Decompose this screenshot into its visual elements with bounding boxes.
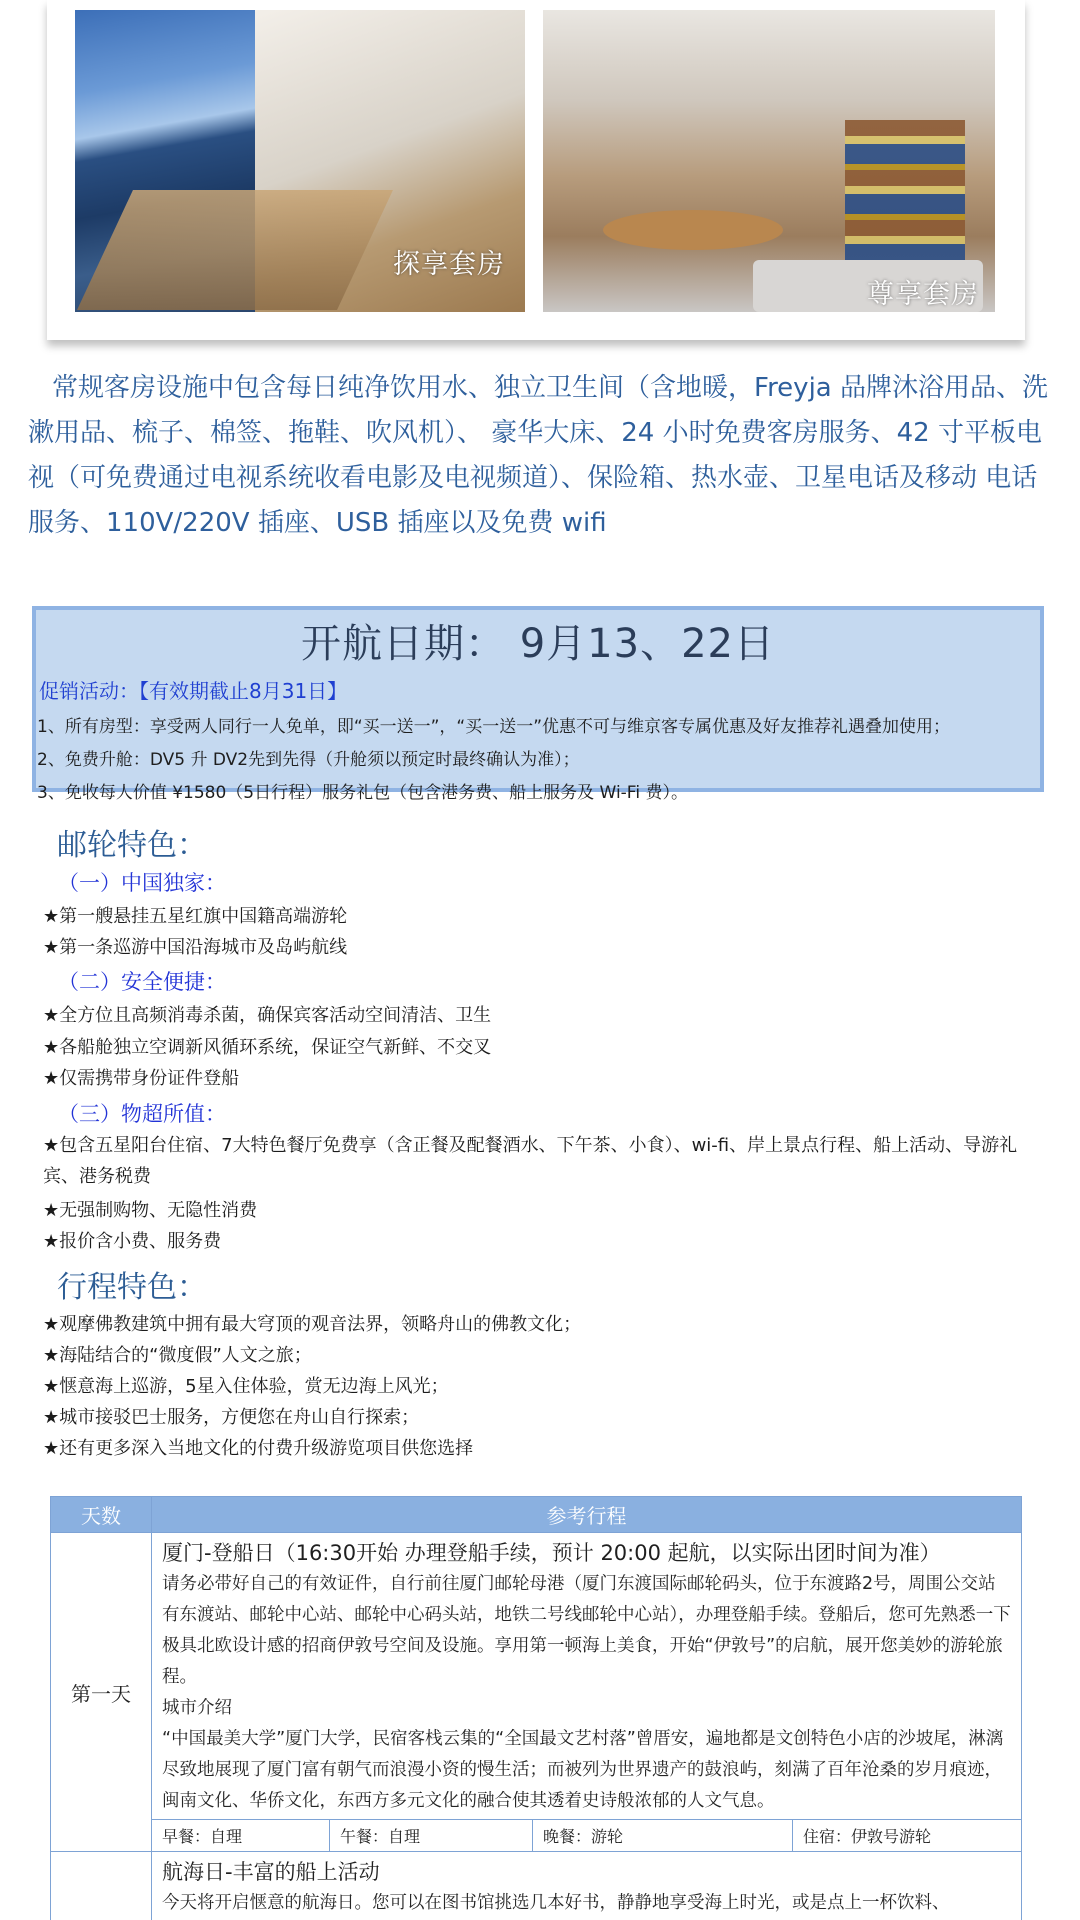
explorer-suite-caption: 探享套房	[393, 249, 505, 280]
cruise-features-title: 邮轮特色：	[57, 828, 207, 863]
feature-group-title: （一）中国独家：	[58, 871, 226, 895]
owner-suite-caption: 尊享套房	[867, 279, 979, 310]
plan-column-header: 参考行程	[152, 1497, 1022, 1533]
day-description: 请务必带好自己的有效证件，自行前往厦门邮轮母港（厦门东渡国际邮轮码头，位于东渡路2号，周围公交站有东渡站、邮轮中心站、邮轮中心码头站，地铁二号线邮轮中心站），办理登船手续。登船后，您可先熟悉一下极具北欧设计感的招商伊敦号空间及设施。享用第一顿海上美食，开始“伊敦号”的启航，展开您美妙的游轮旅程。	[162, 1574, 1011, 1687]
route-item: ★惬意海上巡游，5星入住体验，赏无边海上风光；	[43, 1376, 449, 1397]
route-item: ★海陆结合的“微度假”人文之旅；	[43, 1345, 312, 1366]
feature-item: ★第一条巡游中国沿海城市及岛屿航线	[43, 937, 348, 958]
feature-item: ★报价含小费、服务费	[43, 1231, 222, 1252]
day-description: 今天将开启惬意的航海日。您可以在图书馆挑选几本好书，静静地享受海上时光，或是点上一杯饮料、	[162, 1893, 950, 1913]
bookshelf	[845, 120, 965, 270]
sailing-dates-title: 开航日期： 9月13、22日	[301, 621, 775, 667]
plan-cell	[152, 1533, 1022, 1820]
plan-cell	[152, 1852, 1022, 1920]
route-item: ★还有更多深入当地文化的付费升级游览项目供您选择	[43, 1438, 474, 1459]
route-features-title: 行程特色：	[57, 1270, 207, 1305]
promo-line: 3、免收每人价值 ¥1580（5日行程）服务礼包（包含港务费、船上服务及 Wi-Fi 费）。	[37, 783, 688, 803]
owner-suite-photo	[543, 10, 995, 312]
feature-item: ★无强制购物、无隐性消费	[43, 1200, 258, 1221]
day-label	[51, 1852, 152, 1920]
breakfast-cell: 早餐：自理	[152, 1820, 330, 1852]
feature-item: ★包含五星阳台住宿、7大特色餐厅免费享（含正餐及配餐酒水、下午茶、小食）、wi-fi、岸上景点行程、船上活动、导游礼宾、港务税费	[43, 1135, 1018, 1187]
route-item: ★观摩佛教建筑中拥有最大穹顶的观音法界，领略舟山的佛教文化；	[43, 1314, 582, 1335]
table-row	[51, 1533, 1022, 1820]
feature-item: ★仅需携带身份证件登船	[43, 1068, 240, 1089]
promo-line: 1、所有房型：享受两人同行一人免单，即“买一送一”，“买一送一”优惠不可与维京客专属优惠及好友推荐礼遇叠加使用；	[37, 717, 951, 737]
day-title: 厦门-登船日（16:30开始 办理登船手续，预计 20:00 起航，以实际出团时间为准）	[162, 1541, 941, 1565]
lunch-cell: 午餐：自理	[330, 1820, 533, 1852]
feature-item: ★各船舱独立空调新风循环系统，保证空气新鲜、不交叉	[43, 1037, 492, 1058]
table-header-row	[51, 1497, 1022, 1533]
day-label: 第一天	[51, 1533, 152, 1852]
room-facilities-text: 常规客房设施中包含每日纯净饮用水、独立卫生间（含地暖，Freyja 品牌沐浴用品、洗漱用品、梳子、棉签、拖鞋、吹风机）、 豪华大床、24 小时免费客房服务、42 寸平板电视（可免费通过电视系统收看电影及电视频道）、保险箱、热水壶、卫星电话及移动 电话服务、110V/220V 插座、USB 插座以及免费 wifi	[28, 373, 1048, 538]
table-row	[51, 1852, 1022, 1920]
day-title: 航海日-丰富的船上活动	[162, 1860, 380, 1884]
explorer-suite-photo	[75, 10, 525, 312]
meal-row	[51, 1820, 1022, 1852]
stay-cell: 住宿：伊敦号游轮	[793, 1820, 1022, 1852]
city-intro-text: “中国最美大学”厦门大学，民宿客栈云集的“全国最文艺村落”曾厝安，遍地都是文创特色小店的沙坡尾，淋漓尽致地展现了厦门富有朝气而浪漫小资的慢生活；而被列为世界遗产的鼓浪屿，刻满了百年沧桑的岁月痕迹，闽南文化、华侨文化，东西方多元文化的融合使其透着史诗般浓郁的人文气息。	[162, 1729, 1004, 1811]
city-intro-label: 城市介绍	[162, 1698, 232, 1718]
promo-line: 2、免费升舱：DV5 升 DV2先到先得（升舱须以预定时最终确认为准）；	[37, 750, 580, 770]
dining-table	[603, 210, 783, 250]
route-item: ★城市接驳巴士服务，方便您在舟山自行探索；	[43, 1407, 420, 1428]
dinner-cell: 晚餐：游轮	[533, 1820, 793, 1852]
promo-box	[32, 606, 1044, 803]
suite-photo-frame	[47, 0, 1025, 340]
day-column-header: 天数	[51, 1497, 152, 1533]
promo-subtitle: 促销活动：【有效期截止8月31日】	[39, 679, 348, 703]
feature-item: ★全方位且高频消毒杀菌，确保宾客活动空间清洁、卫生	[43, 1005, 492, 1026]
feature-group-title: （二）安全便捷：	[58, 970, 226, 994]
itinerary-table	[50, 1496, 1022, 1920]
feature-item: ★第一艘悬挂五星红旗中国籍高端游轮	[43, 906, 348, 927]
feature-group-title: （三）物超所值：	[58, 1102, 226, 1126]
